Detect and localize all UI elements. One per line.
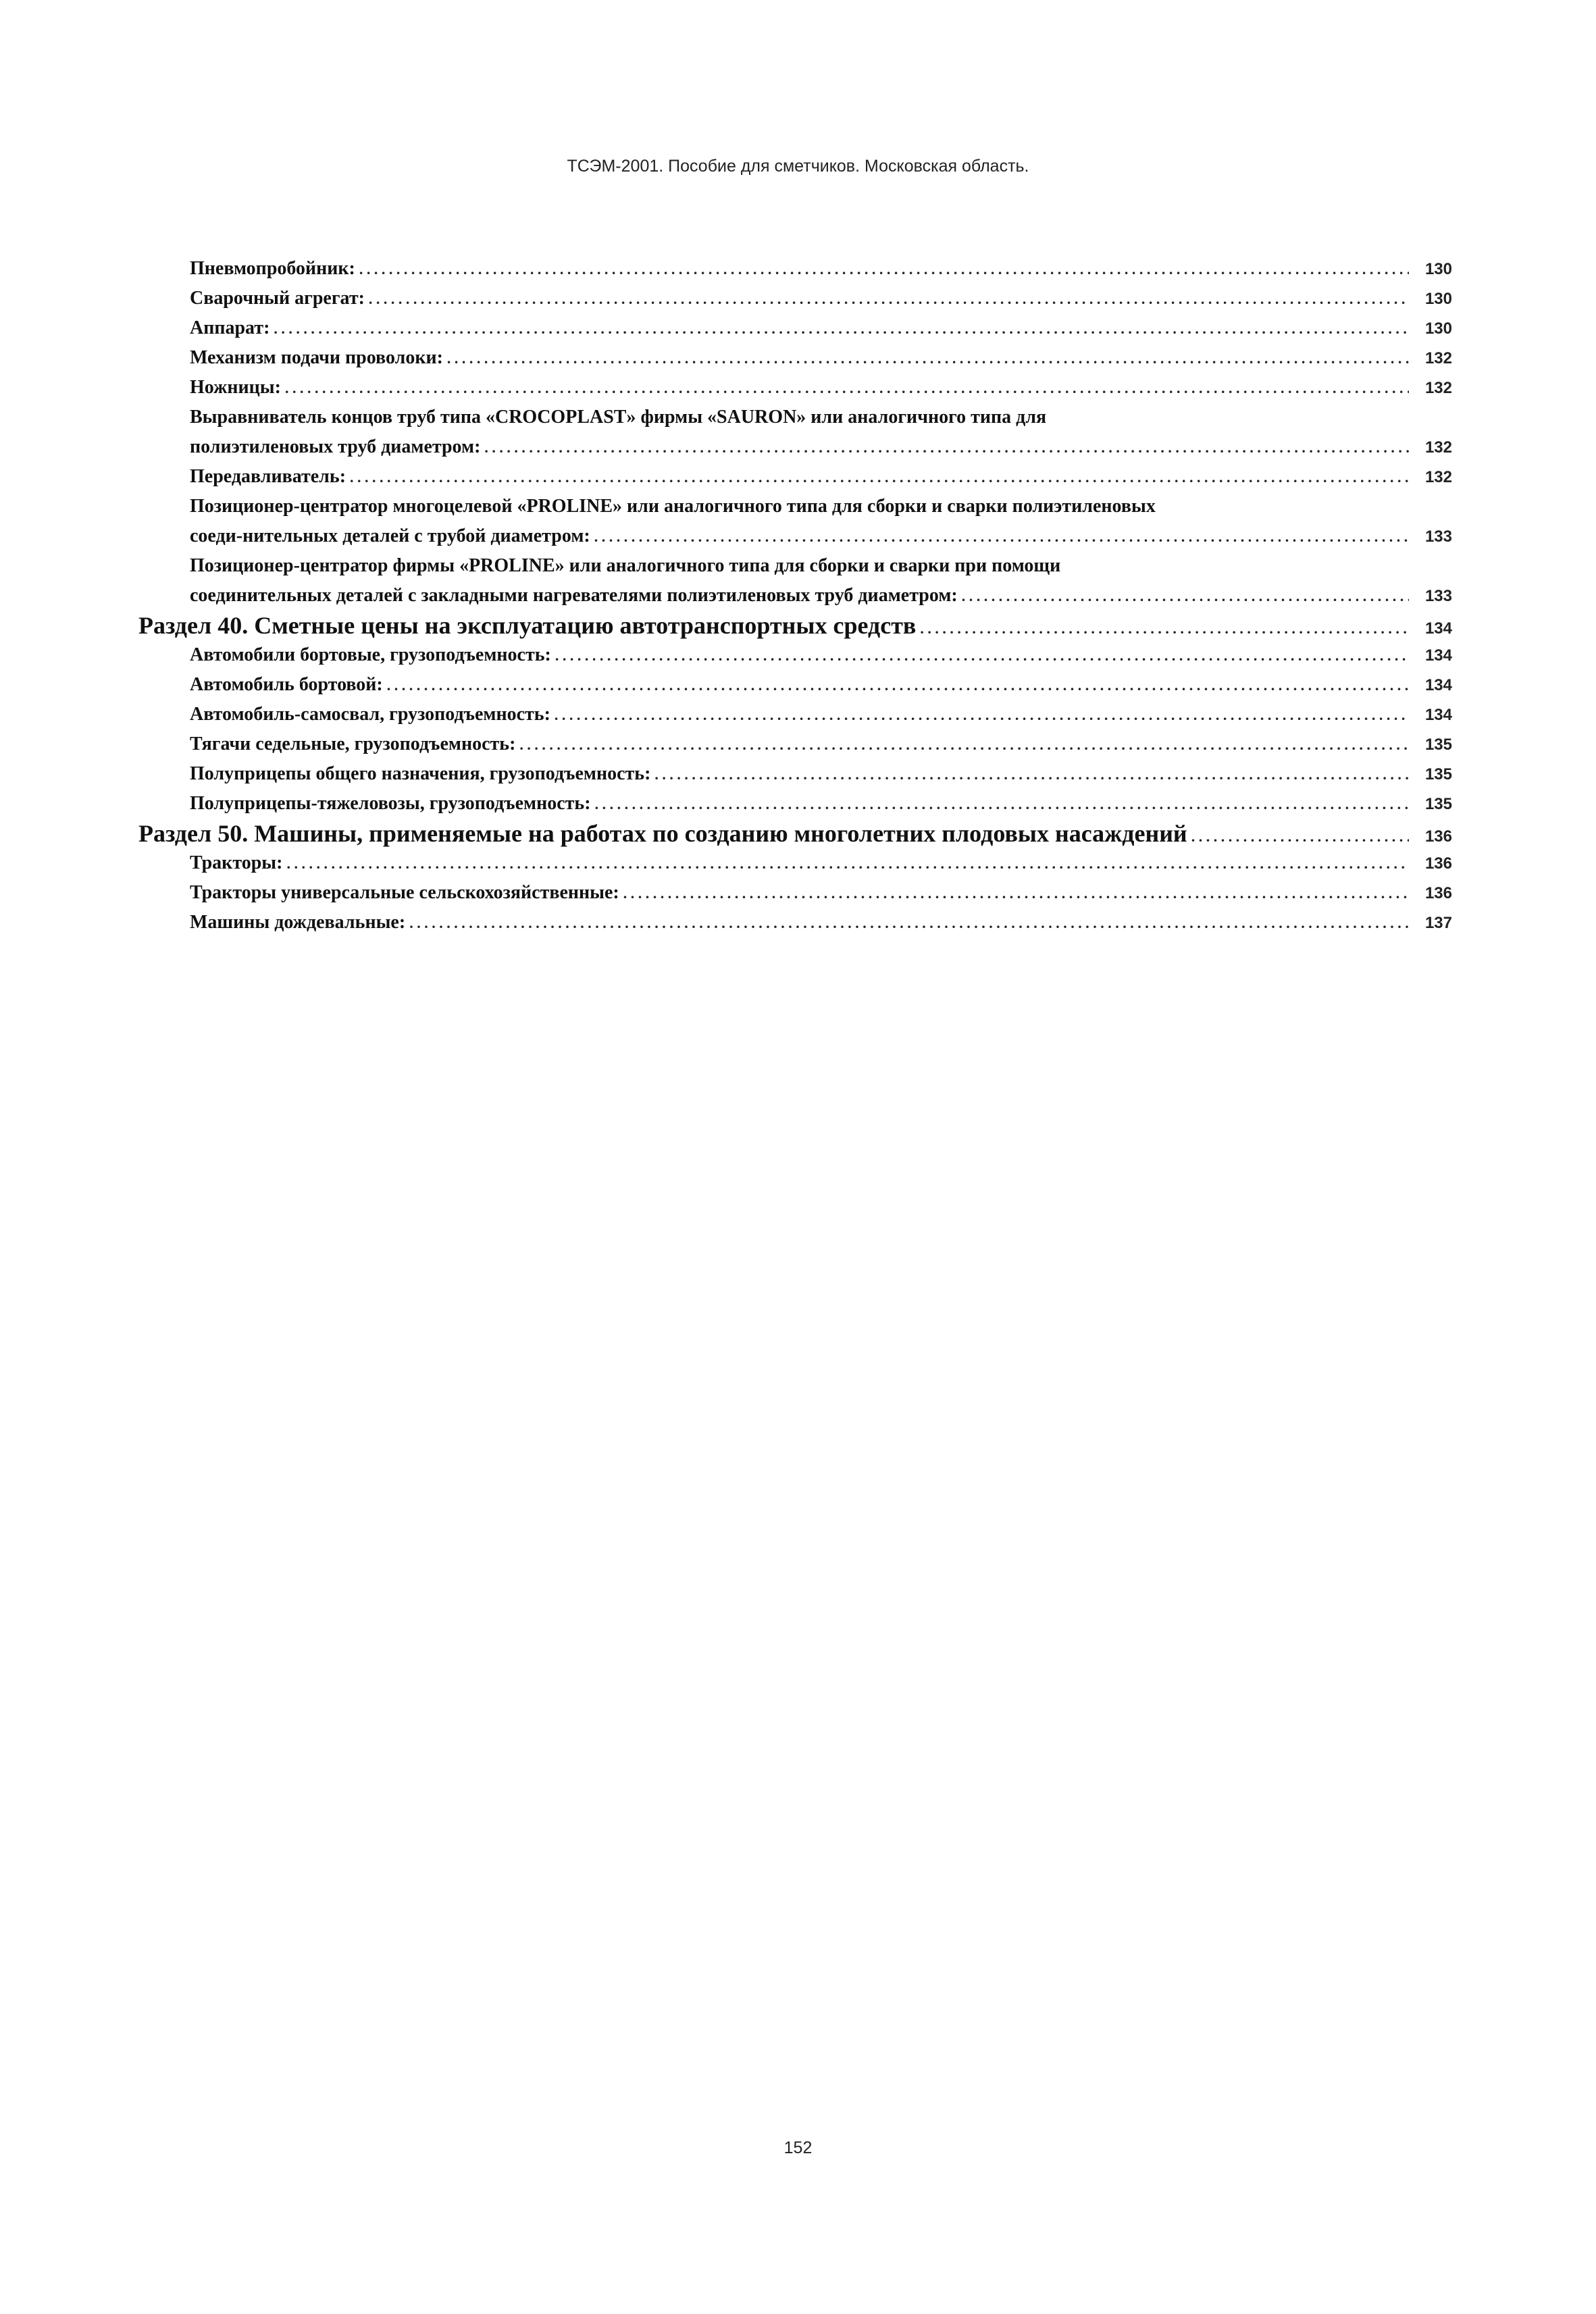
toc-entry-title-line2: соединительных деталей с закладными нагревателями полиэтиленовых труб диаметром: xyxy=(190,585,958,606)
toc-entry-multiline[interactable] xyxy=(138,403,1452,462)
toc-entry-page: 135 xyxy=(1424,736,1452,754)
toc-entry-page: 133 xyxy=(1424,528,1452,546)
toc-entry-title: Полуприцепы общего назначения, грузоподъемность: xyxy=(190,763,651,784)
toc-entry-page: 134 xyxy=(1424,646,1452,665)
toc-entry-title-line1: Позиционер-центратор многоцелевой «PROLINE» или аналогичного типа для сборки и сварки полиэтиленовых xyxy=(190,496,1156,517)
dot-leader xyxy=(447,344,1409,374)
toc-entry-multiline[interactable] xyxy=(138,492,1452,551)
dot-leader xyxy=(519,730,1409,760)
toc-entry-last-line xyxy=(190,581,1452,611)
dot-leader xyxy=(387,671,1409,700)
page-header: ТСЭМ-2001. Пособие для сметчиков. Московская область. xyxy=(567,157,1029,176)
toc-entry-title: Передавливатель: xyxy=(190,466,346,487)
dot-leader xyxy=(484,433,1409,463)
toc-entry-last-line xyxy=(190,432,1452,462)
toc-entry-page: 132 xyxy=(1424,438,1452,457)
toc-entry-last-line xyxy=(190,521,1452,551)
toc-entry-title: Сварочный агрегат: xyxy=(190,288,365,309)
toc-entry-multiline[interactable] xyxy=(138,551,1452,611)
toc-entry[interactable] xyxy=(138,878,1452,908)
page-number: 152 xyxy=(783,2138,813,2157)
dot-leader xyxy=(555,700,1409,730)
toc-entry[interactable] xyxy=(138,789,1452,819)
toc-entry[interactable] xyxy=(138,284,1452,313)
table-of-contents xyxy=(138,254,1452,937)
dot-leader xyxy=(359,255,1409,284)
toc-entry[interactable] xyxy=(138,343,1452,373)
toc-entry-page: 135 xyxy=(1424,765,1452,783)
dot-leader xyxy=(409,908,1409,938)
dot-leader xyxy=(274,314,1409,344)
toc-entry-title: Механизм подачи проволоки: xyxy=(190,347,443,368)
toc-entry-page: 132 xyxy=(1424,379,1452,397)
toc-entry[interactable] xyxy=(138,759,1452,789)
toc-entry[interactable] xyxy=(138,848,1452,878)
toc-entry-title: Тягачи седельные, грузоподъемность: xyxy=(190,734,516,754)
toc-entry-page: 130 xyxy=(1424,319,1452,338)
dot-leader xyxy=(369,284,1409,314)
toc-entry-page: 136 xyxy=(1424,827,1452,846)
toc-entry-title-line1: Позиционер-центратор фирмы «PROLINE» или аналогичного типа для сборки и сварки при помощи xyxy=(190,555,1061,576)
toc-entry-page: 130 xyxy=(1424,260,1452,278)
toc-entry[interactable] xyxy=(138,908,1452,937)
toc-entry-page: 134 xyxy=(1424,619,1452,638)
dot-leader xyxy=(594,522,1409,552)
toc-entry-title-line2: полиэтиленовых труб диаметром: xyxy=(190,436,481,457)
toc-section-title: Раздел 40. Сметные цены на эксплуатацию автотранспортных средств xyxy=(138,612,917,639)
toc-entry[interactable] xyxy=(138,700,1452,729)
toc-entry-page: 137 xyxy=(1424,914,1452,932)
toc-entry-title: Автомобили бортовые, грузоподъемность: xyxy=(190,644,551,665)
toc-entry-page: 132 xyxy=(1424,468,1452,486)
toc-entry-page: 136 xyxy=(1424,854,1452,873)
toc-entry-page: 133 xyxy=(1424,587,1452,605)
dot-leader xyxy=(285,374,1409,403)
dot-leader xyxy=(286,849,1409,879)
toc-section-title: Раздел 50. Машины, применяемые на работах по созданию многолетних плодовых насаждений xyxy=(138,820,1187,847)
toc-entry-page: 134 xyxy=(1424,706,1452,724)
toc-entry-page: 130 xyxy=(1424,290,1452,308)
toc-entry-title: Тракторы: xyxy=(190,852,283,873)
toc-entry-title: Тракторы универсальные сельскохозяйственные: xyxy=(190,882,619,903)
dot-leader xyxy=(350,463,1409,492)
toc-entry-title: Ножницы: xyxy=(190,377,281,398)
dot-leader xyxy=(962,582,1409,611)
toc-entry-title: Аппарат: xyxy=(190,317,270,338)
dot-leader xyxy=(595,790,1409,819)
dot-leader xyxy=(920,614,1409,644)
toc-entry-title: Полуприцепы-тяжеловозы, грузоподъемность: xyxy=(190,793,591,814)
toc-entry[interactable] xyxy=(138,640,1452,670)
toc-entry-page: 135 xyxy=(1424,795,1452,813)
toc-entry[interactable] xyxy=(138,670,1452,700)
toc-entry[interactable] xyxy=(138,729,1452,759)
toc-section-heading[interactable] xyxy=(138,611,1452,640)
toc-entry[interactable] xyxy=(138,373,1452,403)
toc-entry-title-line2: соеди-нительных деталей с трубой диаметром: xyxy=(190,525,590,546)
toc-entry[interactable] xyxy=(138,462,1452,492)
toc-entry-title: Пневмопробойник: xyxy=(190,258,355,279)
toc-section-heading[interactable] xyxy=(138,819,1452,848)
toc-entry[interactable] xyxy=(138,313,1452,343)
toc-entry[interactable] xyxy=(138,254,1452,284)
toc-entry-title-line1: Выравниватель концов труб типа «CROCOPLAST» фирмы «SAURON» или аналогичного типа для xyxy=(190,407,1047,428)
toc-entry-page: 134 xyxy=(1424,676,1452,694)
toc-entry-title: Автомобиль бортовой: xyxy=(190,674,383,695)
dot-leader xyxy=(555,641,1409,671)
dot-leader xyxy=(654,760,1409,790)
dot-leader xyxy=(1191,822,1409,852)
dot-leader xyxy=(623,879,1409,908)
toc-entry-title: Автомобиль-самосвал, грузоподъемность: xyxy=(190,704,550,725)
toc-entry-title: Машины дождевальные: xyxy=(190,912,406,933)
toc-entry-page: 136 xyxy=(1424,884,1452,902)
toc-entry-page: 132 xyxy=(1424,349,1452,367)
